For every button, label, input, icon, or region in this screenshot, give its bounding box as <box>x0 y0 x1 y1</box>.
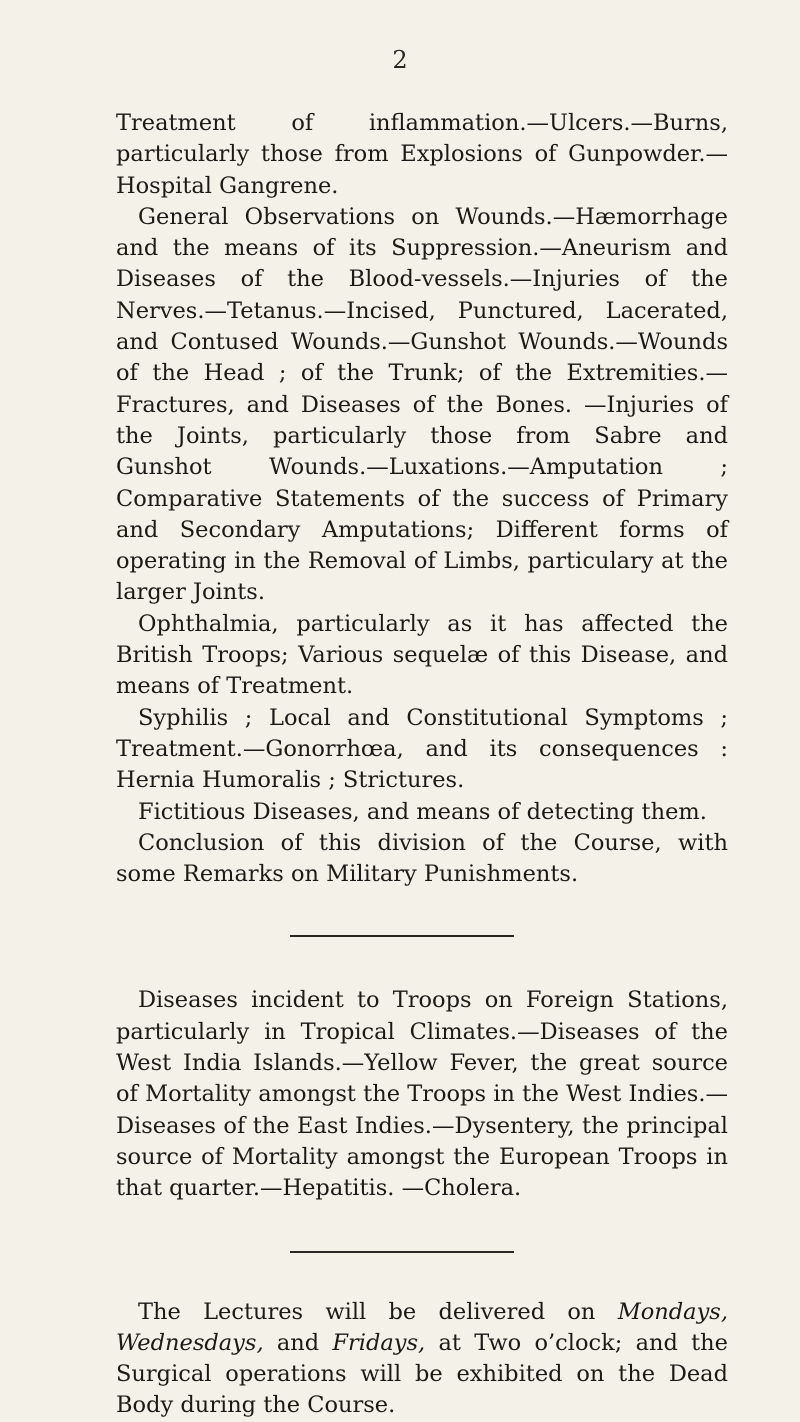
schedule-text-prefix: The Lectures will be delivered on <box>138 1298 618 1325</box>
section-divider-1 <box>290 935 514 937</box>
lecture-day-mondays: Mondays, <box>617 1298 728 1325</box>
paragraph-lecture-schedule <box>116 1297 728 1422</box>
paragraph-syphilis: Syphilis ; Local and Constitutional Symptoms ; Treatment.—Gonorrhœa, and its consequences : Hernia Humoralis ; Strictures. <box>116 704 728 794</box>
paragraph-ophthalmia: Ophthalmia, particularly as it has affected the British Troops; Various sequelæ of this Disease, and means of Treatment. <box>116 610 728 700</box>
paragraph-fictitious-diseases: Fictitious Diseases, and means of detecting them. <box>138 798 707 825</box>
section-divider-2 <box>290 1251 514 1253</box>
lecture-day-fridays: Fridays, <box>332 1329 426 1356</box>
schedule-separator-2: and <box>263 1329 333 1356</box>
document-body <box>116 108 728 1422</box>
page-number: 2 <box>392 46 408 74</box>
paragraph-foreign-stations: Diseases incident to Troops on Foreign Stations, particularly in Tropical Climates.—Diseases of the West India Islands.—Yellow Fever, the great source of Mortality amongst the Troops in the West Indies.—Diseases of the East Indies.—Dysentery, the principal source of Mortality amongst the European Troops in that quarter.—Hepatitis. —Cholera. <box>116 987 728 1202</box>
lecture-day-wednesdays: Wednesdays, <box>116 1329 264 1356</box>
paragraph-wounds: General Observations on Wounds.—Hæmorrhage and the means of its Suppression.—Aneurism and Diseases of the Blood-vessels.—Injuries of the Nerves.—Tetanus.—Incised, Punctured, Lacerated, and Contused Wounds.—Gunshot Wounds.—Wounds of the Head ; of the Trunk; of the Extremities.—Fractures, and Diseases of the Bones. —Injuries of the Joints, particularly those from Sabre and Gunshot Wounds.—Luxations.—Amputation ; Comparative Statements of the success of Primary and Secondary Amputations; Different forms of operating in the Removal of Limbs, particulary at the larger Joints. <box>116 203 728 606</box>
paragraph-inflammation: Treatment of inflammation.—Ulcers.—Burns, particularly those from Explosions of Gunpowder.—Hospital Gangrene. <box>116 110 728 199</box>
schedule-text-suffix: at Two o’clock; and the Surgical operations will be exhibited on the Dead Body during the Course. <box>116 1329 728 1419</box>
paragraph-conclusion: Conclusion of this division of the Course, with some Remarks on Military Punishments. <box>116 829 728 888</box>
